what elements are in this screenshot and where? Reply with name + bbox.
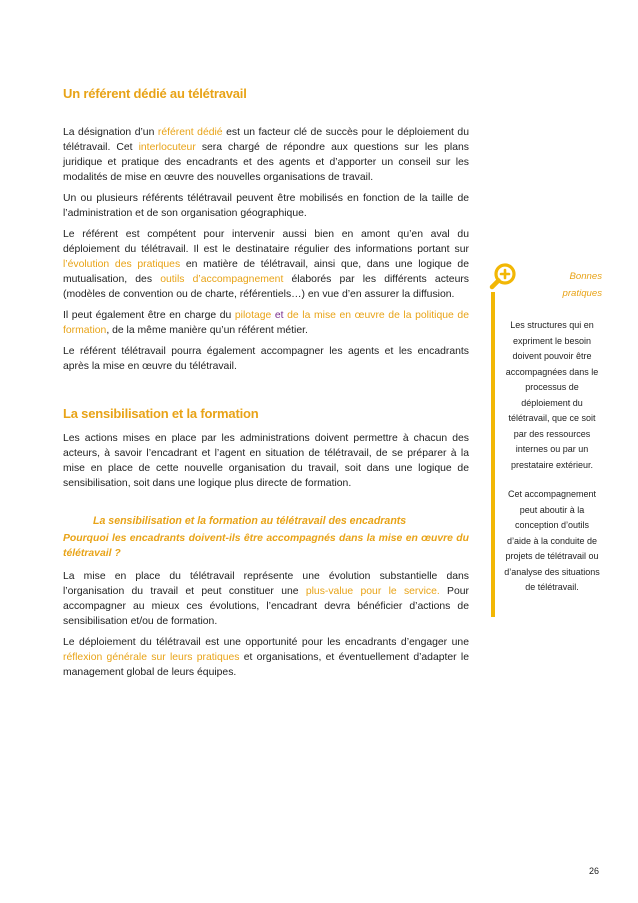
question-encadrants: Pourquoi les encadrants doivent-ils être accompagnés dans la mise en œuvre du télétravail ? xyxy=(63,533,469,559)
sidebar-title-line2: pratiques xyxy=(562,288,602,299)
text-run: Le référent est compétent pour intervenir aussi bien en amont qu’en aval du déploiement du télétravail. Il est le destinataire régulier des informations portant sur xyxy=(63,229,469,255)
highlighted-text: réflexion générale sur leurs pratiques xyxy=(63,652,240,663)
highlighted-text: interlocuteur xyxy=(138,142,196,153)
text-run: est un facteur clé de succès pour le déploiement du télétravail. Cet xyxy=(63,127,469,153)
highlighted-text: de la mise en œuvre de la politique de formation xyxy=(63,310,469,336)
section-title-sensibilisation: La sensibilisation et la formation xyxy=(63,406,259,421)
paragraph-referent-accompagnement: Le référent télétravail pourra également accompagner les agents et les encadrants après la mise en œuvre du télétravail. xyxy=(63,346,469,372)
highlighted-text: référent dédié xyxy=(157,127,223,138)
paragraph-encadrants-evolution xyxy=(63,569,469,629)
text-run: élaborés par les différents acteurs (modèles de convention ou de charte, référentiels…) en vue d’en assurer la diffusion. xyxy=(63,274,469,300)
text-run: La mise en place du télétravail représente une évolution substantielle dans l’organisation du travail et peut constituer une xyxy=(63,571,469,597)
paragraph-sensibilisation-intro: Les actions mises en place par les administrations doivent permettre à chacun des acteurs, à savoir l’encadrant et l’agent en situation de télétravail, de se préparer à la mise en place de cette nouvelle organisation du travail, soit dans une logique de sensibilisation, soit dans une logique plus directe de formation. xyxy=(63,433,469,489)
main-column xyxy=(63,86,469,686)
highlighted-text: et xyxy=(271,310,288,321)
text-run: et organisations, et éventuellement d’adapter le management global de leurs équipes. xyxy=(63,652,469,678)
subsection-title-encadrants: La sensibilisation et la formation au télétravail des encadrants xyxy=(93,515,407,527)
sidebar-title-line1: Bonnes xyxy=(569,271,602,282)
highlighted-text: pilotage xyxy=(234,310,272,321)
sidebar-text-structures: Les structures qui en expriment le besoin doivent pouvoir être accompagnées dans le processus de déploiement du télétravail, que ce soit par des ressources internes ou par un prestataire extérieur. xyxy=(505,320,599,470)
paragraph-referent-designation xyxy=(63,125,469,185)
text-run: en matière de télétravail, ainsi que, dans une logique de mutualisation, des xyxy=(63,259,469,285)
magnifier-plus-icon xyxy=(488,262,518,292)
paragraph-encadrants-deploiement xyxy=(63,635,469,680)
text-run: La désignation d’un xyxy=(63,127,158,138)
highlighted-text: l’évolution des pratiques xyxy=(63,259,181,270)
text-run: sera chargé de répondre aux questions sur les plans juridique et pratique des encadrants et des agents et d’apporter un conseil sur les modalités de mise en œuvre des nouvelles organisations de travail. xyxy=(63,142,469,183)
paragraph-referent-count: Un ou plusieurs référents télétravail peuvent être mobilisés en fonction de la taille de l’administration et de son organisation géographique. xyxy=(63,193,469,219)
page-number: 26 xyxy=(588,866,599,876)
sidebar-text-accompagnement: Cet accompagnement peut aboutir à la conception d’outils d’aide à la conduite de projets de télétravail ou d’analyse des situations de télétravail. xyxy=(504,489,600,592)
text-run: Il peut également être en charge du xyxy=(63,310,235,321)
highlighted-text: outils d’accompagnement xyxy=(160,274,284,285)
text-run: Pour accompagner au mieux ces évolutions, l’encadrant devra bénéficier d’actions de sensibilisation et/ou de formation. xyxy=(63,586,469,627)
sidebar-rule xyxy=(491,292,495,617)
paragraph-referent-pilotage xyxy=(63,308,469,338)
highlighted-text: plus-value pour le service. xyxy=(305,586,440,597)
paragraph-referent-competence xyxy=(63,227,469,302)
sidebar-title xyxy=(520,268,602,302)
section-title-referent: Un référent dédié au télétravail xyxy=(63,86,247,101)
text-run: Le déploiement du télétravail est une opportunité pour les encadrants d’engager une xyxy=(63,637,469,648)
text-run: , de la même manière qu’un référent métier. xyxy=(106,325,308,336)
